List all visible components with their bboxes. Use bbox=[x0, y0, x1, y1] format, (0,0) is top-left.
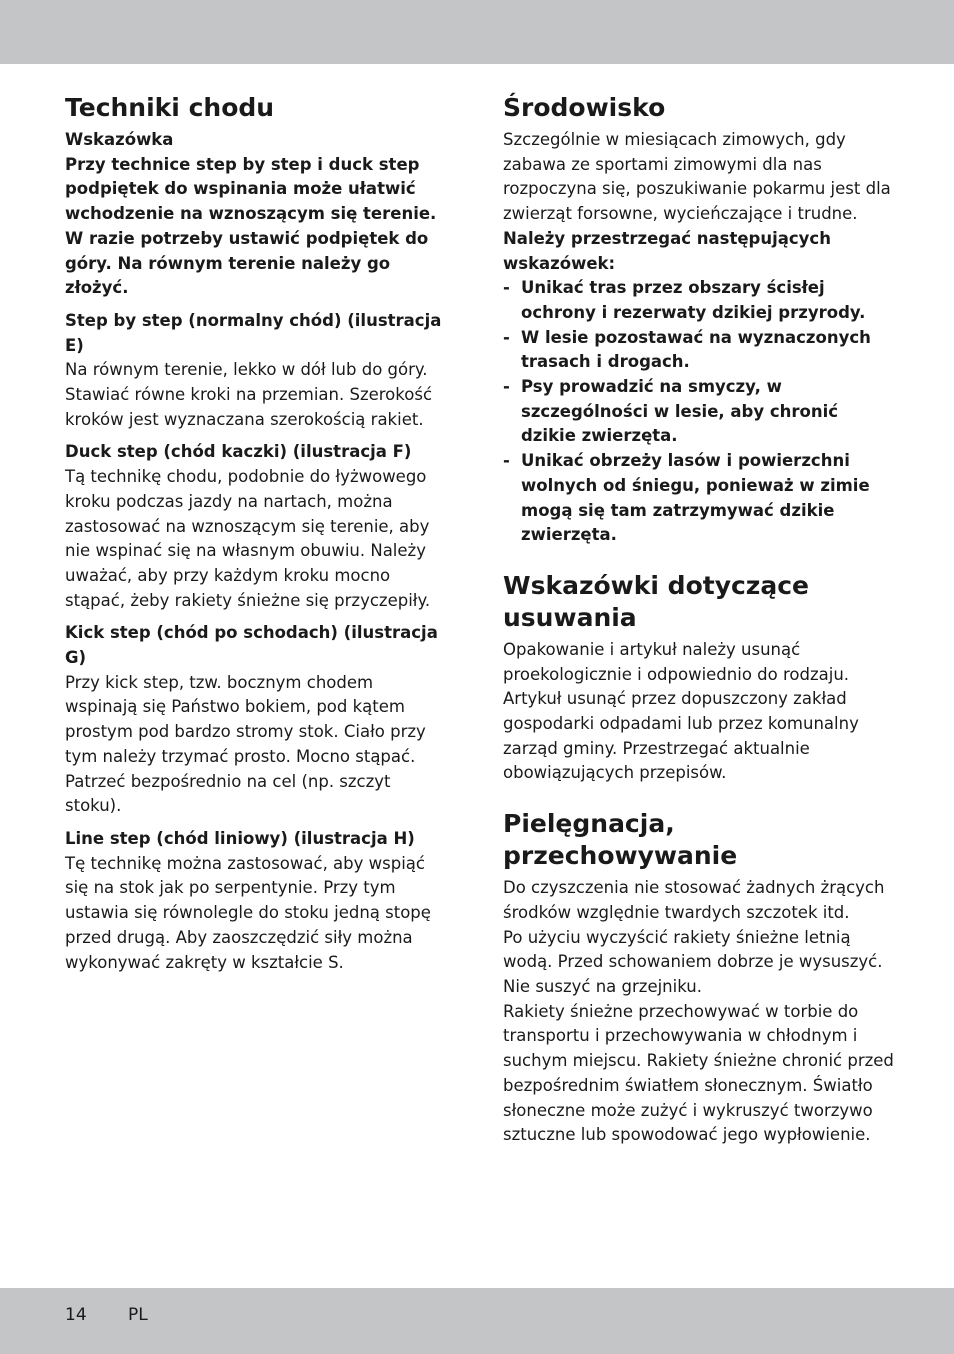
disposal-text: Opakowanie i artykuł należy usunąć proekologicznie i odpowiednio do rodzaju. bbox=[503, 639, 850, 684]
section-text: Przy kick step, tzw. bocznym chodem wspinają się Państwo bokiem, pod kątem prostym pod bardzo stromy stok. Ciało przy tym należy trzymać prosto. Mocno stąpać. Patrzeć bezpośrednio na cel (np. szczyt stoku). bbox=[65, 672, 426, 816]
section-text: Tę technikę można zastosować, aby wspiąć się na stok jak po serpentynie. Przy tym ustawia się równolegle do stoku jedną stopę przed drugą. Aby zaoszczędzić siły można wykonywać zakręty w kształcie S. bbox=[65, 853, 431, 972]
page-number: 14 bbox=[65, 1305, 87, 1325]
environment-heading: Środowisko bbox=[503, 93, 666, 122]
environment-list bbox=[503, 276, 895, 548]
list-item: - Unikać tras przez obszary ścisłej ochrony i rezerwaty dzikiej przyrody. bbox=[503, 278, 866, 322]
note-text: Przy technice step by step i duck step podpiętek do wspinania może ułatwić wchodzenie na wznoszącym się terenie. W razie potrzeby ustawić podpiętek do góry. Na równym terenie należy go złożyć. bbox=[65, 154, 437, 298]
language-code: PL bbox=[128, 1305, 148, 1325]
section-title: Step by step (normalny chód) (ilustracja E) bbox=[65, 310, 442, 355]
care-text: Po użyciu wyczyścić rakiety śnieżne letnią wodą. Przed schowaniem dobrze je wysuszyć. Nie suszyć na grzejniku. bbox=[503, 927, 883, 996]
right-column bbox=[503, 92, 895, 1148]
list-item: - Psy prowadzić na smyczy, w szczególności w lesie, aby chronić dzikie zwierzęta. bbox=[503, 377, 839, 446]
disposal-heading: Wskazówki dotyczące usuwania bbox=[503, 570, 810, 632]
list-item: - Unikać obrzeży lasów i powierzchni wolnych od śniegu, ponieważ w zimie mogą się tam zatrzymywać dzikie zwierzęta. bbox=[503, 451, 870, 545]
list-item-text: Unikać obrzeży lasów i powierzchni wolnych od śniegu, ponieważ w zimie mogą się tam zatrzymywać dzikie zwierzęta. bbox=[521, 451, 870, 545]
environment-lead: Należy przestrzegać następujących wskazówek: bbox=[503, 228, 831, 273]
section-title: Line step (chód liniowy) (ilustracja H) bbox=[65, 828, 415, 848]
section-title: Duck step (chód kaczki) (ilustracja F) bbox=[65, 442, 412, 462]
walking-techniques-heading: Techniki chodu bbox=[65, 93, 275, 122]
list-item: - W lesie pozostawać na wyznaczonych trasach i drogach. bbox=[503, 327, 871, 372]
left-column bbox=[65, 92, 449, 975]
disposal-text: Artykuł usunąć przez dopuszczony zakład gospodarki odpadami lub przez komunalny zarząd gminy. Przestrzegać aktualnie obowiązujących przepisów. bbox=[503, 689, 859, 783]
header-band bbox=[0, 0, 954, 64]
section-text: Na równym terenie, lekko w dół lub do góry. Stawiać równe kroki na przemian. Szerokość kroków jest wyznaczana szerokością rakiet. bbox=[65, 360, 433, 429]
note-title: Wskazówka bbox=[65, 130, 174, 149]
list-item-text: Unikać tras przez obszary ścisłej ochrony i rezerwaty dzikiej przyrody. bbox=[521, 278, 866, 322]
section-title: Kick step (chód po schodach) (ilustracja G) bbox=[65, 623, 438, 668]
care-heading: Pielęgnacja, przechowywanie bbox=[503, 809, 738, 871]
list-item-text: Psy prowadzić na smyczy, w szczególności w lesie, aby chronić dzikie zwierzęta. bbox=[521, 377, 839, 446]
care-text: Rakiety śnieżne przechowywać w torbie do transportu i przechowywania w chłodnym i suchym miejscu. Rakiety śnieżne chronić przed bezpośrednim światłem słonecznym. Światło słoneczne może zużyć i wykruszyć tworzywo sztuczne lub spowodować jego wypłowienie. bbox=[503, 1001, 894, 1145]
environment-intro: Szczególnie w miesiącach zimowych, gdy zabawa ze sportami zimowymi dla nas rozpoczyna się, poszukiwanie pokarmu jest dla zwierząt forsowne, wycieńczające i trudne. bbox=[503, 130, 891, 224]
section-text: Tą technikę chodu, podobnie do łyżwowego kroku podczas jazdy na nartach, można zastosować na wznoszącym się terenie, aby nie wspinać się na własnym obuwiu. Należy uważać, aby przy każdym kroku mocno stąpać, żeby rakiety śnieżne się przyczepiły. bbox=[65, 467, 431, 610]
list-item-text: W lesie pozostawać na wyznaczonych trasach i drogach. bbox=[521, 327, 871, 372]
care-text: Do czyszczenia nie stosować żadnych żrących środków względnie twardych szczotek itd. bbox=[503, 878, 885, 922]
